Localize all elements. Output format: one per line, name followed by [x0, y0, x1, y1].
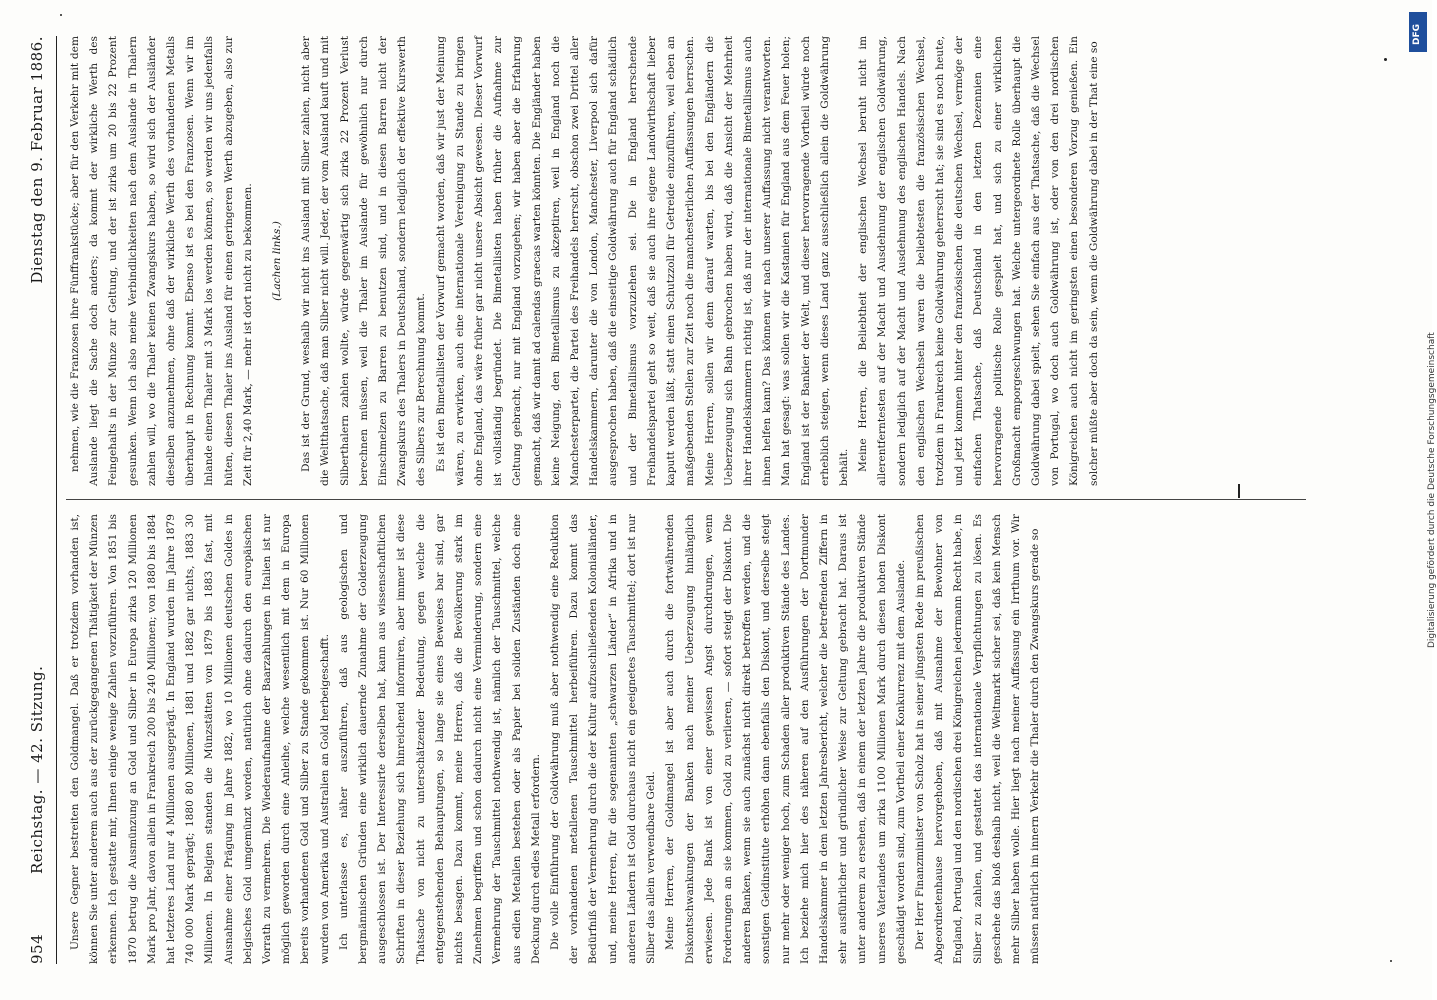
interjection: (Lachen links.)	[271, 221, 284, 301]
header-rule	[56, 36, 57, 964]
scan-speck	[60, 14, 62, 16]
left-column	[66, 514, 1306, 964]
credit-text: Digitalisierung gefördert durch die Deutsche Forschungsgemeinschaft	[1427, 332, 1437, 648]
dfg-logo-text: DFG	[1412, 23, 1422, 45]
scan-speck	[1384, 58, 1387, 61]
paragraph: Ich unterlasse es, näher auszuführen, daß aus geologischen und bergmännischen Gründen eine wirklich dauernde Zunahme der Golderzeugung ausgeschlossen ist. Der Interessirte derselben hat, kann aus wissenschaftlichen Schriften in dieser Beziehung sich hinreichend informiren, aber immer ist diese Thatsache von nicht zu unterschätzender Bedeutung, gegen welche die entgegenstehenden Behauptungen, so lange sie eines Beweises bar sind, gar nichts besagen. Dazu kommt, meine Herren, daß die Bevölkerung stark im Zunehmen begriffen und schon dadurch nicht eine Verminderung, sondern eine Vermehrung der Tauschmittel nothwendig ist, nämlich der Tauschmittel, welche aus edlen Metallen bestehen oder als Papier bei soliden Zuständen doch eine Deckung durch edles Metall erfordern.	[337, 514, 542, 964]
paragraph: Der Herr Finanzminister von Scholz hat in seiner jüngsten Rede im preußischen Abgeordnetenhause hervorgehoben, daß mit Ausnahme der Bewohner von England, Portugal und den nordischen drei Königreichen jedermann Recht habe, in Silber zu zahlen, und gestattet das internationale Verpflichtungen zu lösen. Es geschehe das bloß deshalb nicht, weil die Weltmarkt sicher sei, daß kein Mensch mehr Silber haben wolle. Hier liegt nach meiner Auffassung ein Irrthum vor. Wir müssen natürlich im innern Verkehr die Thaler durch den Zwangskurs gerade so	[913, 514, 1042, 964]
paragraph: Unsere Gegner bestreiten den Goldmangel. Daß er trotzdem vorhanden ist, können Sie unter anderem auch aus der zurückgegangenen Thätigkeit der Münzen erkennen. Ich gestatte mir, Ihnen einige wenige Zahlen vorzuführen. Von 1851 bis 1870 betrug die Ausmünzung an Gold und Silber in Europa zirka 120 Millionen Mark pro Jahr, davon allein in Frankreich 200 bis 240 Millionen; von 1880 bis 1884 hat letzteres Land nur 4 Millionen ausgeprägt. In England wurden im Jahre 1879 740 000 Mark geprägt; 1880 80 Millionen, 1881 und 1882 gar nichts, 1883 30 Millionen. In Belgien standen die Münzstätten von 1879 bis 1883 fast, mit Ausnahme einer Prägung im Jahre 1882, wo 10 Millionen deutschen Goldes in belgisches Gold umgemünzt worden, natürlich ohne dadurch den europäischen Vorrath zu vermehren. Die Wiederaufnahme der Baarzahlungen in Italien ist nur möglich geworden durch eine Anleihe, welche wesentlich mit dem in Europa bereits vorhandenen Gold und Silber zu Stande gekommen ist. Nur 60 Millionen wurden von Amerika und Australien an Gold herbeigeschafft.	[69, 514, 331, 964]
dfg-logo	[1409, 12, 1427, 52]
session-title: Reichstag. — 42. Sitzung.	[28, 665, 46, 874]
paragraph: Es ist den Bimetallisten der Vorwurf gemacht worden, daß wir just der Meinung wären, zu erwirken, auch eine internationale Vereinigung zu Stande zu bringen ohne England, das wäre früher gar nicht unsere Absicht gewesen. Dieser Vorwurf ist vollständig begründet. Die Bimetallisten haben früher die Aufnahme zur Geltung gebracht, nur mit England vorzugehen; wir haben aber die Erfahrung gemacht, daß wir damit ad calendas graecas warten könnten. Die Engländer haben keine Neigung, den Bimetallismus zu akzeptiren, weil in England noch die Manchesterpartei, die Partei des Freihandels herrscht, obschon zwei Drittel aller Handelskammern, darunter die von London, Manchester, Liverpool sich dafür ausgesprochen haben, daß die einseitige Goldwährung auch für England schädlich und der Bimetallismus vorzuziehen sei. Die in England herrschende Freihandelspartei geht so weit, daß sie auch ihre eigene Landwirthschaft lieber kaputt werden läßt, statt einen Schutzzoll für Getreide einzuführen, weil eben an maßgebenden Stellen zur Zeit noch die manchesterlichen Auffassungen herrschen. Meine Herren, sollen wir denn darauf warten, bis bei den Engländern die Ueberzeugung sich Bahn gebrochen haben wird, daß die Ansicht der Mehrheit ihrer Handelskammern richtig ist, daß nur der internationale Bimetallismus auch ihnen helfen kann? Das können wir nach unserer Auffassung nicht verantworten. Man hat gesagt: was sollen wir die Kastanien für England aus dem Feuer holen; England ist der Bankier der Welt, und dieser hervorragende Vortheil würde noch erheblich steigen, wenn dieses Land ganz ausschließlich allein die Goldwährung behält.	[434, 36, 850, 486]
paragraph: Das ist der Grund, weshalb wir nicht ins Ausland mit Silber zahlen, nicht aber die Weltthatsache, daß man Silber nicht will. Jeder, der vom Ausland kauft und mit Silberthalern zahlen wollte, würde gegenwärtig sich zirka 22 Prozent Verlust berechnen müssen, weil die Thaler im Auslande für gewöhnlich nur durch Einschmelzen zu Barren zu benutzen sind, und in diesen Barren nicht der Zwangskurs des Thalers in Deutschland, sondern lediglich der effektive Kurswerth des Silbers zur Berechnung kommt.	[300, 36, 428, 486]
paragraph: Die volle Einführung der Goldwährung muß aber nothwendig eine Reduktion der vorhandenen metallenen Tauschmittel herbeiführen. Dazu kommt das Bedürfniß der Vermehrung durch die der Kultur aufzuschließenden Kolonialländer, und, meine Herren, für die sogenannten „schwarzen Länder“ in Afrika und in anderen Ländern ist Gold durchaus nicht ein geeignetes Tauschmittel; dort ist nur Silber das allein verwendbare Geld.	[549, 514, 658, 964]
column-divider	[66, 499, 1306, 500]
fold-mark	[1238, 484, 1240, 498]
scan-speck	[1390, 960, 1392, 962]
rotated-newspaper-page	[16, 16, 1326, 984]
paragraph: Meine Herren, die Beliebtheit der englischen Wechsel beruht nicht im allerentferntesten auf der Macht und Ausdehnung der englischen Goldwährung, sondern lediglich auf der Macht und Ausdehnung des englischen Handels. Nach den englischen Wechseln waren die beliebtesten die französischen Wechsel, trotzdem in Frankreich keine Goldwährung geherrscht hat; sie sind es noch heute, und jetzt kommen hinter den französischen die deutschen Wechsel, vermöge der einfachen Thatsache, daß Deutschland in den letzten Dezennien eine hervorragende politische Rolle gespielt hat, und sich zu einer wirklichen Großmacht emporgeschwungen hat. Welche untergeordnete Rolle überhaupt die Goldwährung dabei spielt, sehen Sie einfach aus der Thatsache, daß die Wechsel von Portugal, wo doch auch Goldwährung ist, oder von den drei nordischen Königreichen auch nicht im geringsten einen besonderen Vorzug genießen. Ein solcher müßte aber doch da sein, wenn die Goldwährung dabei in der That eine so	[857, 36, 1100, 486]
running-head	[28, 36, 50, 964]
paragraph: nehmen, wie die Franzosen ihre Fünffrankstücke; aber für den Verkehr mit dem Auslande liegt die Sache doch anders; da kommt der wirkliche Werth des Feingehalts in der Münze zur Geltung, und der ist zirka um 20 bis 22 Prozent gesunken. Wenn ich also meine Verbindlichkeiten nach dem Auslande in Thalern zahlen will, wo die Thaler keinen Zwangskurs haben, so wird sich der Ausländer dieselben anzunehmen, ohne daß der wirkliche Werth des vorhandenen Metalls überhaupt in Rechnung kommt. Ebenso ist es bei den Franzosen. Wenn wir im Inlande einen Thaler mit 3 Mark los werden können, so werden wir uns jedenfalls hüten, diesen Thaler ins Ausland für einen geringeren Werth abzugeben, also zur Zeit für 2,40 Mark, — mehr ist dort nicht zu bekommen.	[69, 36, 254, 486]
page-number: 954	[28, 933, 46, 964]
paragraph: Meine Herren, der Goldmangel ist aber auch durch die fortwährenden Diskontschwankungen der Banken nach meiner Ueberzeugung hinlänglich erwiesen. Jede Bank ist von einer gewissen Angst durchdrungen, wenn Forderungen an sie kommen, Gold zu verlieren, — sofort steigt der Diskont. Die anderen Banken, wenn sie auch zunächst nicht direkt betroffen werden, und die sonstigen Geldinstitute erhöhen dann ebenfalls den Diskont, und derselbe steigt nur mehr oder weniger hoch, zum Schaden aller produktiven Stände des Landes. Ich beziehe mich hier des näheren auf den Ausführungen der Dortmunder Handelskammer in dem letzten Jahresbericht, welcher die betreffenden Ziffern in sehr ausführlicher und gründlicher Weise zur Geltung gebracht hat. Daraus ist unter anderem zu ersehen, daß in einem der letzten Jahre die produktiven Stände unseres Vaterlandes um zirka 1100 Millionen Mark durch diesen hohen Diskont geschädigt worden sind, zum Vortheil einer Konkurrenz mit dem Auslande.	[664, 514, 907, 964]
dfg-credit-strip	[1408, 8, 1437, 992]
right-column	[66, 36, 1306, 486]
session-date: Dienstag den 9. Februar 1886.	[28, 36, 46, 284]
